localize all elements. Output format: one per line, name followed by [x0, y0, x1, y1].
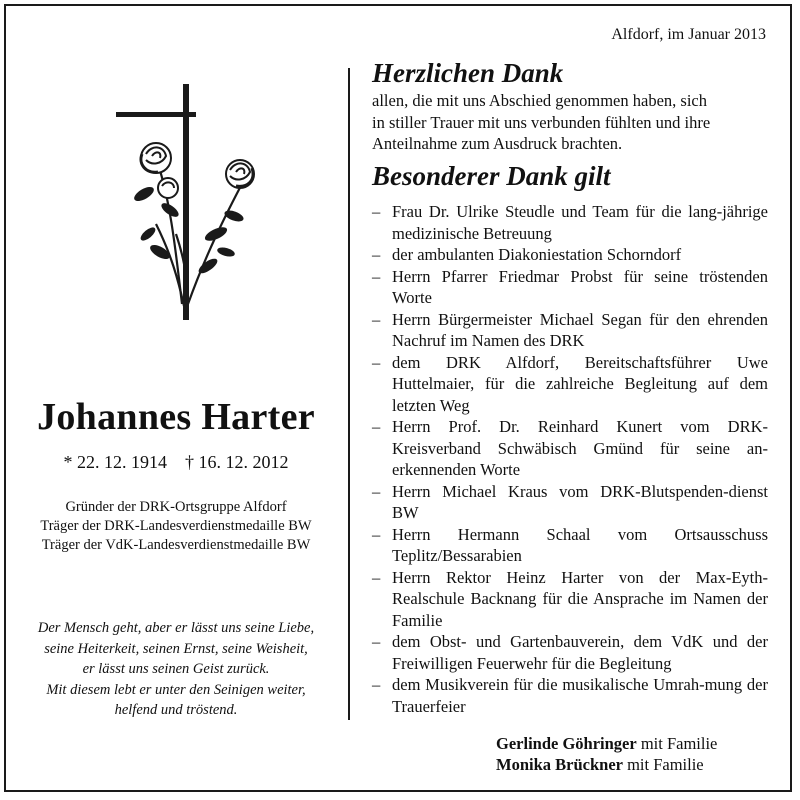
thanks-text: dem Musikverein für die musikalische Umrah-mung der Trauerfeier: [392, 675, 768, 716]
intro-line: Anteilnahme zum Ausdruck brachten.: [372, 134, 623, 153]
signature-line: [496, 733, 717, 754]
thanks-item: [372, 481, 768, 524]
thanks-intro: [372, 90, 768, 155]
thanks-item: [372, 266, 768, 309]
thanks-text: Herrn Rektor Heinz Harter von der Max-Eyth-Realschule Backnang für die Ansprache im Namen der Familie: [392, 567, 768, 630]
thanks-text: Herrn Prof. Dr. Reinhard Kunert vom DRK-Kreisverband Schwäbisch Gmünd für seine an-erkennenden Worte: [392, 417, 768, 479]
dash-marker: –: [372, 352, 381, 372]
death-date: † 16. 12. 2012: [185, 452, 289, 472]
dash-marker: –: [372, 266, 381, 286]
honors-list: [8, 498, 344, 555]
thanks-text: Herrn Hermann Schaal vom Ortsausschuss Teplitz/Bessarabien: [392, 524, 768, 565]
thanks-item: [372, 674, 768, 717]
signature-line: [496, 754, 717, 775]
cross-with-roses-icon: [116, 84, 264, 324]
thanks-text: dem Obst- und Gartenbauverein, dem VdK und der Freiwilligen Feuerwehr für die Begleitung: [392, 632, 768, 673]
heading-special-thanks: Besonderer Dank gilt: [372, 161, 611, 191]
thanks-text: Herrn Pfarrer Friedmar Probst für seine tröstenden Worte: [392, 266, 768, 307]
poem-line: seine Heiterkeit, seinen Ernst, seine Weisheit,: [44, 640, 308, 657]
thanks-text: Frau Dr. Ulrike Steudle und Team für die lang-jährige medizinische Betreuung: [392, 202, 768, 243]
poem-line: Der Mensch geht, aber er lässt uns seine Liebe,: [37, 620, 315, 636]
thanks-text: Herrn Michael Kraus vom DRK-Blutspenden-dienst BW: [392, 481, 768, 522]
special-thanks-list: [372, 201, 768, 717]
dash-marker: –: [372, 417, 381, 436]
thanks-item: [372, 631, 768, 674]
poem-line: helfend und tröstend.: [114, 702, 238, 718]
signatory-suffix: mit Familie: [627, 755, 704, 774]
dash-marker: –: [372, 202, 381, 221]
dash-marker: –: [372, 481, 381, 501]
thanks-item: [372, 416, 768, 481]
thanks-text: Herrn Bürgermeister Michael Segan für den ehrenden Nachruf im Namen des DRK: [392, 309, 768, 350]
place-date: Alfdorf, im Januar 2013: [611, 26, 766, 43]
deceased-name: Johannes Harter: [37, 396, 315, 438]
thanks-item: [372, 524, 768, 567]
poem-line: er lässt uns seinen Geist zurück.: [82, 661, 270, 677]
thanks-text: der ambulanten Diakoniestation Schorndorf: [392, 245, 682, 264]
dash-marker: –: [372, 309, 381, 329]
intro-line: allen, die mit uns Abschied genommen haben, sich: [372, 91, 707, 110]
thanks-item: [372, 567, 768, 632]
birth-date: * 22. 12. 1914: [63, 452, 167, 472]
thanks-item: [372, 201, 768, 244]
column-divider: [348, 68, 350, 720]
signatures: [496, 733, 717, 775]
dash-marker: –: [372, 524, 381, 544]
honor-line: Träger der DRK-Landesverdienstmedaille BW: [40, 518, 312, 534]
dash-marker: –: [372, 245, 381, 264]
dash-marker: –: [372, 632, 381, 651]
life-dates: [8, 452, 344, 473]
dash-marker: –: [372, 675, 381, 694]
thanks-item: [372, 309, 768, 352]
signatory-suffix: mit Familie: [640, 734, 718, 753]
poem-line: Mit diesem lebt er unter den Seinigen weiter,: [46, 681, 306, 698]
honor-line: Träger der VdK-Landesverdienstmedaille BW: [41, 537, 311, 553]
dash-marker: –: [372, 567, 381, 587]
signatory-name: Monika Brückner: [496, 755, 623, 774]
thanks-item: [372, 244, 768, 266]
heading-thanks: Herzlichen Dank: [372, 58, 564, 88]
signatory-name: Gerlinde Göhringer: [496, 734, 637, 753]
intro-line: in stiller Trauer mit uns verbunden fühlten und ihre: [372, 112, 711, 132]
thanks-text: dem DRK Alfdorf, Bereitschaftsführer Uwe Huttelmaier, für die zahlreiche Begleitung auf dem letzten Weg: [392, 352, 768, 415]
memorial-poem: [8, 618, 344, 721]
thanks-item: [372, 352, 768, 417]
honor-line: Gründer der DRK-Ortsgruppe Alfdorf: [65, 499, 287, 515]
